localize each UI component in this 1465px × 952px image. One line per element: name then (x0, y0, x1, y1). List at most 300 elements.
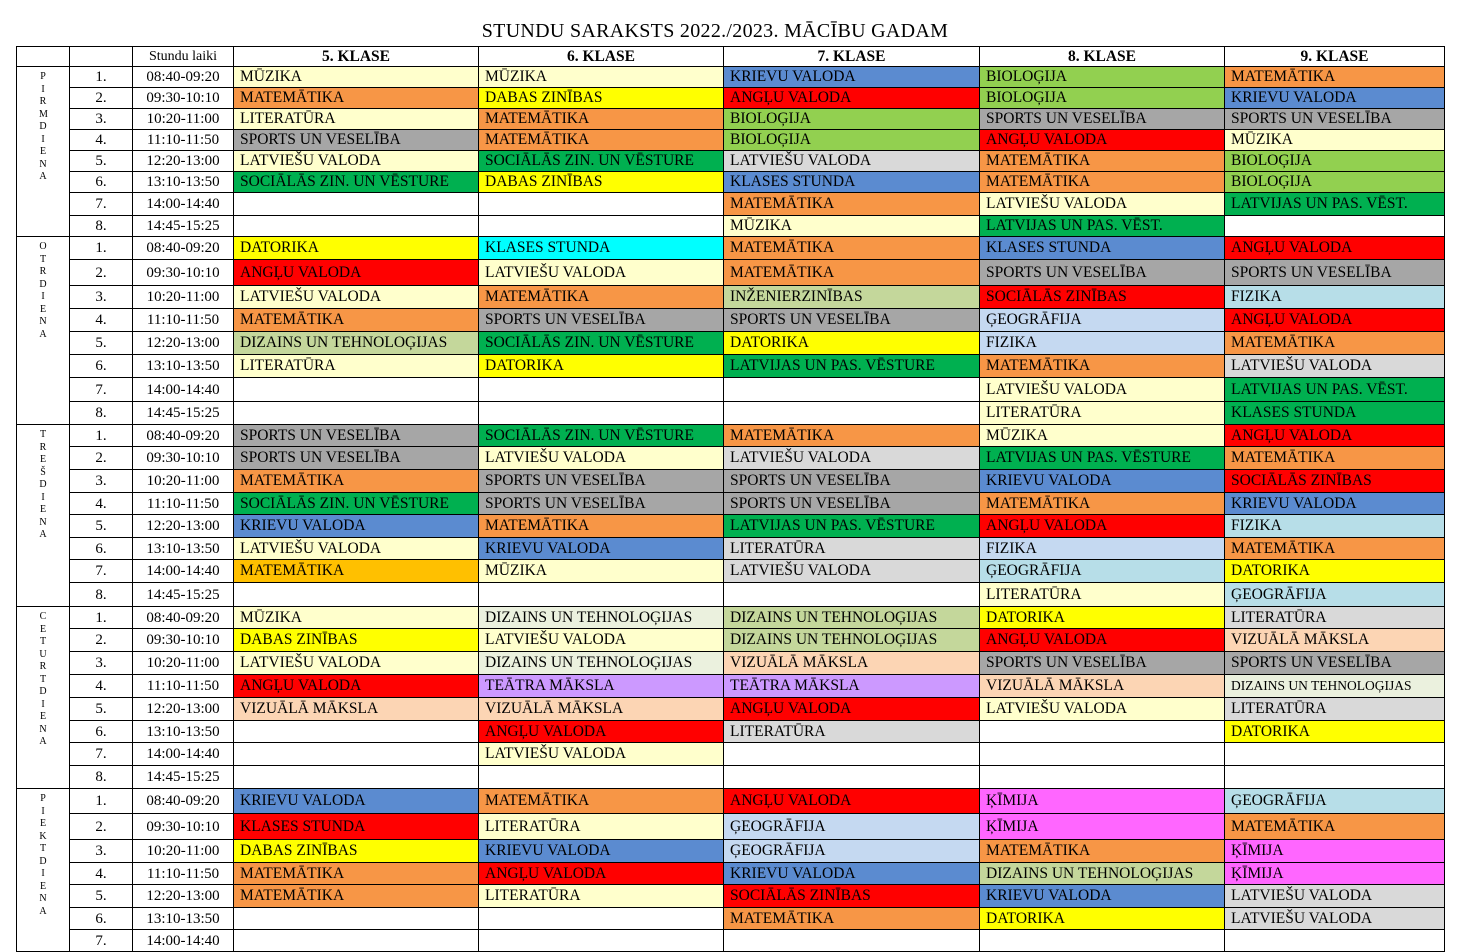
header-class-7: 7. KLASE (724, 47, 980, 67)
subject-cell: DATORIKA (980, 908, 1225, 930)
lesson-time: 12:20-13:00 (133, 885, 234, 908)
lesson-row (17, 309, 1445, 332)
subject-cell: DIZAINS UN TEHNOLOĢIJAS (1225, 675, 1445, 698)
subject-cell: MATEMĀTIKA (724, 908, 980, 930)
subject-cell: LATVIEŠU VALODA (1225, 355, 1445, 378)
subject-cell: KLASES STUNDA (724, 172, 980, 193)
lesson-time: 08:40-09:20 (133, 67, 234, 88)
subject-cell: ANGĻU VALODA (234, 260, 479, 286)
lesson-time: 13:10-13:50 (133, 721, 234, 743)
lesson-number: 5. (70, 885, 133, 908)
lesson-time: 14:00-14:40 (133, 193, 234, 216)
subject-cell: DIZAINS UN TEHNOLOĢIJAS (234, 332, 479, 355)
subject-cell: MŪZIKA (234, 607, 479, 629)
subject-cell (479, 766, 724, 789)
subject-cell: MŪZIKA (234, 67, 479, 88)
day-cell (17, 67, 70, 237)
lesson-number: 4. (70, 675, 133, 698)
header-time-label: Stundu laiki (133, 47, 234, 67)
lesson-time: 14:00-14:40 (133, 743, 234, 766)
subject-cell: SPORTS UN VESELĪBA (234, 425, 479, 447)
subject-cell: ANGĻU VALODA (479, 863, 724, 885)
lesson-number: 3. (70, 840, 133, 863)
subject-cell (234, 743, 479, 766)
subject-cell: BIOLOĢIJA (724, 130, 980, 151)
subject-cell: DIZAINS UN TEHNOLOĢIJAS (724, 607, 980, 629)
subject-cell (1225, 930, 1445, 952)
subject-cell: MATEMĀTIKA (980, 355, 1225, 378)
subject-cell: ANGĻU VALODA (980, 515, 1225, 538)
subject-cell: LATVIJAS UN PAS. VĒST. (1225, 378, 1445, 402)
subject-cell: ĢEOGRĀFIJA (724, 814, 980, 840)
lesson-row (17, 237, 1445, 260)
lesson-time: 11:10-11:50 (133, 309, 234, 332)
lesson-row (17, 863, 1445, 885)
lesson-time: 12:20-13:00 (133, 698, 234, 721)
subject-cell: LITERATŪRA (234, 109, 479, 130)
lesson-number: 2. (70, 88, 133, 109)
subject-cell (479, 930, 724, 952)
subject-cell: LATVIEŠU VALODA (980, 378, 1225, 402)
lesson-number: 3. (70, 286, 133, 309)
subject-cell: LATVIEŠU VALODA (980, 193, 1225, 216)
subject-cell: ĢEOGRĀFIJA (1225, 789, 1445, 814)
subject-cell: ANGĻU VALODA (724, 88, 980, 109)
lesson-time: 11:10-11:50 (133, 863, 234, 885)
subject-cell: KLASES STUNDA (980, 237, 1225, 260)
lesson-number: 2. (70, 629, 133, 652)
subject-cell (479, 583, 724, 607)
lesson-row (17, 629, 1445, 652)
subject-cell: MATEMĀTIKA (234, 309, 479, 332)
day-label: TREŠDIENA (39, 429, 47, 540)
subject-cell: LATVIEŠU VALODA (980, 698, 1225, 721)
subject-cell: DABAS ZINĪBAS (234, 629, 479, 652)
subject-cell: ANGĻU VALODA (1225, 237, 1445, 260)
subject-cell: ANGĻU VALODA (1225, 425, 1445, 447)
subject-cell: ANGĻU VALODA (234, 675, 479, 698)
subject-cell (724, 766, 980, 789)
subject-cell: KRIEVU VALODA (1225, 88, 1445, 109)
lesson-time: 10:20-11:00 (133, 840, 234, 863)
lesson-row (17, 67, 1445, 88)
subject-cell: MATEMĀTIKA (234, 88, 479, 109)
lesson-number: 1. (70, 67, 133, 88)
lesson-number: 8. (70, 583, 133, 607)
subject-cell (234, 930, 479, 952)
lesson-number: 6. (70, 172, 133, 193)
subject-cell: ANGĻU VALODA (724, 698, 980, 721)
subject-cell (479, 378, 724, 402)
lesson-time: 10:20-11:00 (133, 652, 234, 675)
lesson-number: 5. (70, 332, 133, 355)
lesson-number: 6. (70, 538, 133, 560)
subject-cell (1225, 743, 1445, 766)
subject-cell: SPORTS UN VESELĪBA (724, 470, 980, 493)
subject-cell (479, 402, 724, 425)
subject-cell: SOCIĀLĀS ZINĪBAS (724, 885, 980, 908)
schedule-table (16, 46, 1445, 952)
subject-cell: LITERATŪRA (234, 355, 479, 378)
lesson-number: 3. (70, 652, 133, 675)
subject-cell: LITERATŪRA (479, 885, 724, 908)
subject-cell: MŪZIKA (479, 560, 724, 583)
subject-cell: MATEMĀTIKA (234, 560, 479, 583)
day-cell (17, 789, 70, 952)
subject-cell: KLASES STUNDA (479, 237, 724, 260)
subject-cell: LATVIEŠU VALODA (1225, 885, 1445, 908)
lesson-number: 2. (70, 814, 133, 840)
subject-cell: LITERATŪRA (980, 583, 1225, 607)
lesson-time: 08:40-09:20 (133, 607, 234, 629)
header-class-6: 6. KLASE (479, 47, 724, 67)
lesson-row (17, 88, 1445, 109)
lesson-row (17, 109, 1445, 130)
subject-cell: FIZIKA (1225, 515, 1445, 538)
subject-cell: VIZUĀLĀ MĀKSLA (980, 675, 1225, 698)
lesson-row (17, 607, 1445, 629)
subject-cell: ANGĻU VALODA (479, 721, 724, 743)
lesson-time: 10:20-11:00 (133, 109, 234, 130)
subject-cell: FIZIKA (980, 332, 1225, 355)
lesson-time: 11:10-11:50 (133, 493, 234, 515)
subject-cell (234, 766, 479, 789)
subject-cell: MATEMĀTIKA (234, 863, 479, 885)
subject-cell: BIOLOĢIJA (980, 88, 1225, 109)
lesson-time: 14:45-15:25 (133, 402, 234, 425)
lesson-number: 6. (70, 908, 133, 930)
subject-cell: LITERATŪRA (724, 721, 980, 743)
lesson-row (17, 402, 1445, 425)
lesson-number: 3. (70, 109, 133, 130)
lesson-time: 09:30-10:10 (133, 814, 234, 840)
subject-cell: LATVIEŠU VALODA (724, 151, 980, 172)
subject-cell: DATORIKA (980, 607, 1225, 629)
lesson-time: 08:40-09:20 (133, 237, 234, 260)
lesson-time: 12:20-13:00 (133, 151, 234, 172)
subject-cell: SPORTS UN VESELĪBA (234, 130, 479, 151)
lesson-time: 09:30-10:10 (133, 629, 234, 652)
lesson-row (17, 814, 1445, 840)
lesson-row (17, 675, 1445, 698)
subject-cell: MŪZIKA (1225, 130, 1445, 151)
header-blank-num (70, 47, 133, 67)
lesson-row (17, 652, 1445, 675)
lesson-row (17, 515, 1445, 538)
subject-cell (980, 930, 1225, 952)
subject-cell: ĶĪMIJA (1225, 863, 1445, 885)
lesson-number: 1. (70, 607, 133, 629)
lesson-row (17, 470, 1445, 493)
lesson-number: 2. (70, 447, 133, 470)
subject-cell (724, 583, 980, 607)
subject-cell: SOCIĀLĀS ZIN. UN VĒSTURE (234, 493, 479, 515)
lesson-row (17, 378, 1445, 402)
subject-cell: LATVIEŠU VALODA (724, 447, 980, 470)
lesson-number: 4. (70, 863, 133, 885)
lesson-number: 7. (70, 930, 133, 952)
lesson-row (17, 493, 1445, 515)
subject-cell: MATEMĀTIKA (1225, 67, 1445, 88)
subject-cell: ĢEOGRĀFIJA (980, 309, 1225, 332)
subject-cell: LITERATŪRA (1225, 607, 1445, 629)
subject-cell: SOCIĀLĀS ZIN. UN VĒSTURE (234, 172, 479, 193)
lesson-time: 11:10-11:50 (133, 130, 234, 151)
lesson-time: 12:20-13:00 (133, 332, 234, 355)
subject-cell: LATVIEŠU VALODA (479, 629, 724, 652)
lesson-time: 09:30-10:10 (133, 447, 234, 470)
subject-cell: MATEMĀTIKA (479, 789, 724, 814)
subject-cell (234, 721, 479, 743)
lesson-row (17, 260, 1445, 286)
subject-cell (724, 378, 980, 402)
header-blank-day (17, 47, 70, 67)
lesson-time: 13:10-13:50 (133, 355, 234, 378)
subject-cell: LATVIEŠU VALODA (479, 260, 724, 286)
lesson-time: 12:20-13:00 (133, 515, 234, 538)
lesson-time: 13:10-13:50 (133, 172, 234, 193)
subject-cell: LATVIJAS UN PAS. VĒST. (1225, 193, 1445, 216)
lesson-number: 7. (70, 193, 133, 216)
subject-cell: KLASES STUNDA (1225, 402, 1445, 425)
subject-cell: MŪZIKA (479, 67, 724, 88)
lesson-row (17, 885, 1445, 908)
subject-cell: SPORTS UN VESELĪBA (479, 470, 724, 493)
lesson-row (17, 332, 1445, 355)
day-label: OTRDIENA (39, 241, 47, 340)
subject-cell: LITERATŪRA (724, 538, 980, 560)
subject-cell: SOCIĀLĀS ZIN. UN VĒSTURE (479, 151, 724, 172)
lesson-row (17, 447, 1445, 470)
subject-cell: LATVIEŠU VALODA (724, 560, 980, 583)
subject-cell: SPORTS UN VESELĪBA (724, 493, 980, 515)
subject-cell (1225, 766, 1445, 789)
lesson-row (17, 789, 1445, 814)
subject-cell (980, 766, 1225, 789)
subject-cell: MŪZIKA (980, 425, 1225, 447)
lesson-time: 13:10-13:50 (133, 908, 234, 930)
subject-cell: VIZUĀLĀ MĀKSLA (1225, 629, 1445, 652)
subject-cell: LATVIJAS UN PAS. VĒSTURE (724, 515, 980, 538)
subject-cell: ĶĪMIJA (1225, 840, 1445, 863)
lesson-number: 4. (70, 130, 133, 151)
lesson-row (17, 538, 1445, 560)
lesson-time: 08:40-09:20 (133, 789, 234, 814)
subject-cell: INŽENIERZINĪBAS (724, 286, 980, 309)
subject-cell: KRIEVU VALODA (234, 515, 479, 538)
subject-cell: DABAS ZINĪBAS (479, 88, 724, 109)
subject-cell: MATEMĀTIKA (234, 885, 479, 908)
lesson-number: 2. (70, 260, 133, 286)
lesson-row (17, 583, 1445, 607)
subject-cell: MATEMĀTIKA (1225, 814, 1445, 840)
lesson-number: 6. (70, 721, 133, 743)
lesson-time: 09:30-10:10 (133, 260, 234, 286)
subject-cell: BIOLOĢIJA (980, 67, 1225, 88)
subject-cell (980, 721, 1225, 743)
subject-cell: ANGĻU VALODA (980, 629, 1225, 652)
subject-cell: KRIEVU VALODA (479, 538, 724, 560)
lesson-number: 7. (70, 378, 133, 402)
lesson-time: 13:10-13:50 (133, 538, 234, 560)
subject-cell: SOCIĀLĀS ZIN. UN VĒSTURE (479, 425, 724, 447)
subject-cell (479, 193, 724, 216)
subject-cell (234, 378, 479, 402)
day-cell (17, 607, 70, 789)
lesson-number: 4. (70, 309, 133, 332)
lesson-row (17, 840, 1445, 863)
subject-cell: ĢEOGRĀFIJA (724, 840, 980, 863)
subject-cell: SOCIĀLĀS ZIN. UN VĒSTURE (479, 332, 724, 355)
subject-cell: SPORTS UN VESELĪBA (724, 309, 980, 332)
subject-cell: MATEMĀTIKA (980, 493, 1225, 515)
subject-cell: FIZIKA (980, 538, 1225, 560)
subject-cell: ĢEOGRĀFIJA (1225, 583, 1445, 607)
header-class-8: 8. KLASE (980, 47, 1225, 67)
subject-cell: LATVIEŠU VALODA (234, 652, 479, 675)
subject-cell: LATVIJAS UN PAS. VĒSTURE (980, 447, 1225, 470)
lesson-row (17, 908, 1445, 930)
subject-cell: LATVIEŠU VALODA (234, 151, 479, 172)
lesson-number: 4. (70, 493, 133, 515)
subject-cell: DIZAINS UN TEHNOLOĢIJAS (980, 863, 1225, 885)
subject-cell: KRIEVU VALODA (980, 470, 1225, 493)
lesson-row (17, 130, 1445, 151)
lesson-row (17, 721, 1445, 743)
lesson-time: 14:00-14:40 (133, 560, 234, 583)
subject-cell: LITERATŪRA (1225, 698, 1445, 721)
day-cell (17, 237, 70, 425)
subject-cell: ĢEOGRĀFIJA (980, 560, 1225, 583)
subject-cell: MATEMĀTIKA (234, 470, 479, 493)
subject-cell: TEĀTRA MĀKSLA (724, 675, 980, 698)
subject-cell: FIZIKA (1225, 286, 1445, 309)
subject-cell (234, 216, 479, 237)
subject-cell: ĶĪMIJA (980, 814, 1225, 840)
subject-cell: SPORTS UN VESELĪBA (1225, 260, 1445, 286)
lesson-number: 8. (70, 766, 133, 789)
lesson-row (17, 698, 1445, 721)
day-label: CETURTDIENA (39, 611, 47, 747)
header-class-9: 9. KLASE (1225, 47, 1445, 67)
subject-cell: VIZUĀLĀ MĀKSLA (479, 698, 724, 721)
lesson-time: 10:20-11:00 (133, 470, 234, 493)
subject-cell (479, 908, 724, 930)
subject-cell: MATEMĀTIKA (1225, 332, 1445, 355)
subject-cell: LATVIJAS UN PAS. VĒST. (980, 216, 1225, 237)
subject-cell: ANGĻU VALODA (980, 130, 1225, 151)
lesson-number: 7. (70, 743, 133, 766)
lesson-row (17, 172, 1445, 193)
lesson-time: 09:30-10:10 (133, 88, 234, 109)
subject-cell: SPORTS UN VESELĪBA (479, 493, 724, 515)
day-label: PIEKTDIENA (39, 793, 47, 917)
subject-cell: MŪZIKA (724, 216, 980, 237)
subject-cell: SPORTS UN VESELĪBA (479, 309, 724, 332)
lesson-number: 8. (70, 402, 133, 425)
subject-cell: LITERATŪRA (980, 402, 1225, 425)
subject-cell: MATEMĀTIKA (724, 237, 980, 260)
lesson-number: 6. (70, 355, 133, 378)
lesson-time: 11:10-11:50 (133, 675, 234, 698)
subject-cell: SOCIĀLĀS ZINĪBAS (1225, 470, 1445, 493)
subject-cell: SPORTS UN VESELĪBA (1225, 652, 1445, 675)
subject-cell: DABAS ZINĪBAS (479, 172, 724, 193)
subject-cell: MATEMĀTIKA (724, 260, 980, 286)
subject-cell (1225, 216, 1445, 237)
subject-cell (234, 402, 479, 425)
subject-cell: DATORIKA (1225, 721, 1445, 743)
subject-cell: DIZAINS UN TEHNOLOĢIJAS (724, 629, 980, 652)
header-row (17, 47, 1445, 67)
lesson-number: 1. (70, 425, 133, 447)
lesson-time: 10:20-11:00 (133, 286, 234, 309)
lesson-number: 5. (70, 515, 133, 538)
subject-cell: MATEMĀTIKA (724, 425, 980, 447)
subject-cell (234, 193, 479, 216)
subject-cell: KRIEVU VALODA (479, 840, 724, 863)
subject-cell: ĶĪMIJA (980, 789, 1225, 814)
day-cell (17, 425, 70, 607)
subject-cell: VIZUĀLĀ MĀKSLA (234, 698, 479, 721)
lesson-number: 5. (70, 151, 133, 172)
subject-cell: MATEMĀTIKA (980, 151, 1225, 172)
lesson-number: 1. (70, 789, 133, 814)
subject-cell: KRIEVU VALODA (1225, 493, 1445, 515)
subject-cell: LATVIJAS UN PAS. VĒSTURE (724, 355, 980, 378)
subject-cell: LATVIEŠU VALODA (234, 538, 479, 560)
subject-cell: KRIEVU VALODA (724, 863, 980, 885)
subject-cell: DATORIKA (479, 355, 724, 378)
page-title: STUNDU SARAKSTS 2022./2023. MĀCĪBU GADAM (481, 20, 949, 42)
lesson-time: 14:00-14:40 (133, 930, 234, 952)
subject-cell: MATEMĀTIKA (479, 109, 724, 130)
subject-cell: LATVIEŠU VALODA (234, 286, 479, 309)
subject-cell: DABAS ZINĪBAS (234, 840, 479, 863)
lesson-number: 5. (70, 698, 133, 721)
subject-cell: KLASES STUNDA (234, 814, 479, 840)
lesson-number: 7. (70, 560, 133, 583)
subject-cell: BIOLOĢIJA (1225, 172, 1445, 193)
subject-cell (234, 908, 479, 930)
subject-cell: LATVIEŠU VALODA (1225, 908, 1445, 930)
subject-cell: VIZUĀLĀ MĀKSLA (724, 652, 980, 675)
lesson-row (17, 930, 1445, 952)
lesson-time: 14:45-15:25 (133, 216, 234, 237)
subject-cell: SOCIĀLĀS ZINĪBAS (980, 286, 1225, 309)
subject-cell: DATORIKA (1225, 560, 1445, 583)
subject-cell: KRIEVU VALODA (724, 67, 980, 88)
lesson-time: 14:00-14:40 (133, 378, 234, 402)
lesson-number: 1. (70, 237, 133, 260)
lesson-time: 14:45-15:25 (133, 583, 234, 607)
day-label: PIRMDIENA (39, 71, 48, 182)
lesson-number: 8. (70, 216, 133, 237)
subject-cell: KRIEVU VALODA (980, 885, 1225, 908)
subject-cell (234, 583, 479, 607)
lesson-row (17, 151, 1445, 172)
subject-cell: MATEMĀTIKA (479, 515, 724, 538)
subject-cell: ANGĻU VALODA (724, 789, 980, 814)
subject-cell (479, 216, 724, 237)
subject-cell: KRIEVU VALODA (234, 789, 479, 814)
lesson-row (17, 743, 1445, 766)
lesson-row (17, 560, 1445, 583)
lesson-row (17, 355, 1445, 378)
subject-cell: BIOLOĢIJA (724, 109, 980, 130)
subject-cell: DATORIKA (724, 332, 980, 355)
subject-cell: MATEMĀTIKA (980, 172, 1225, 193)
